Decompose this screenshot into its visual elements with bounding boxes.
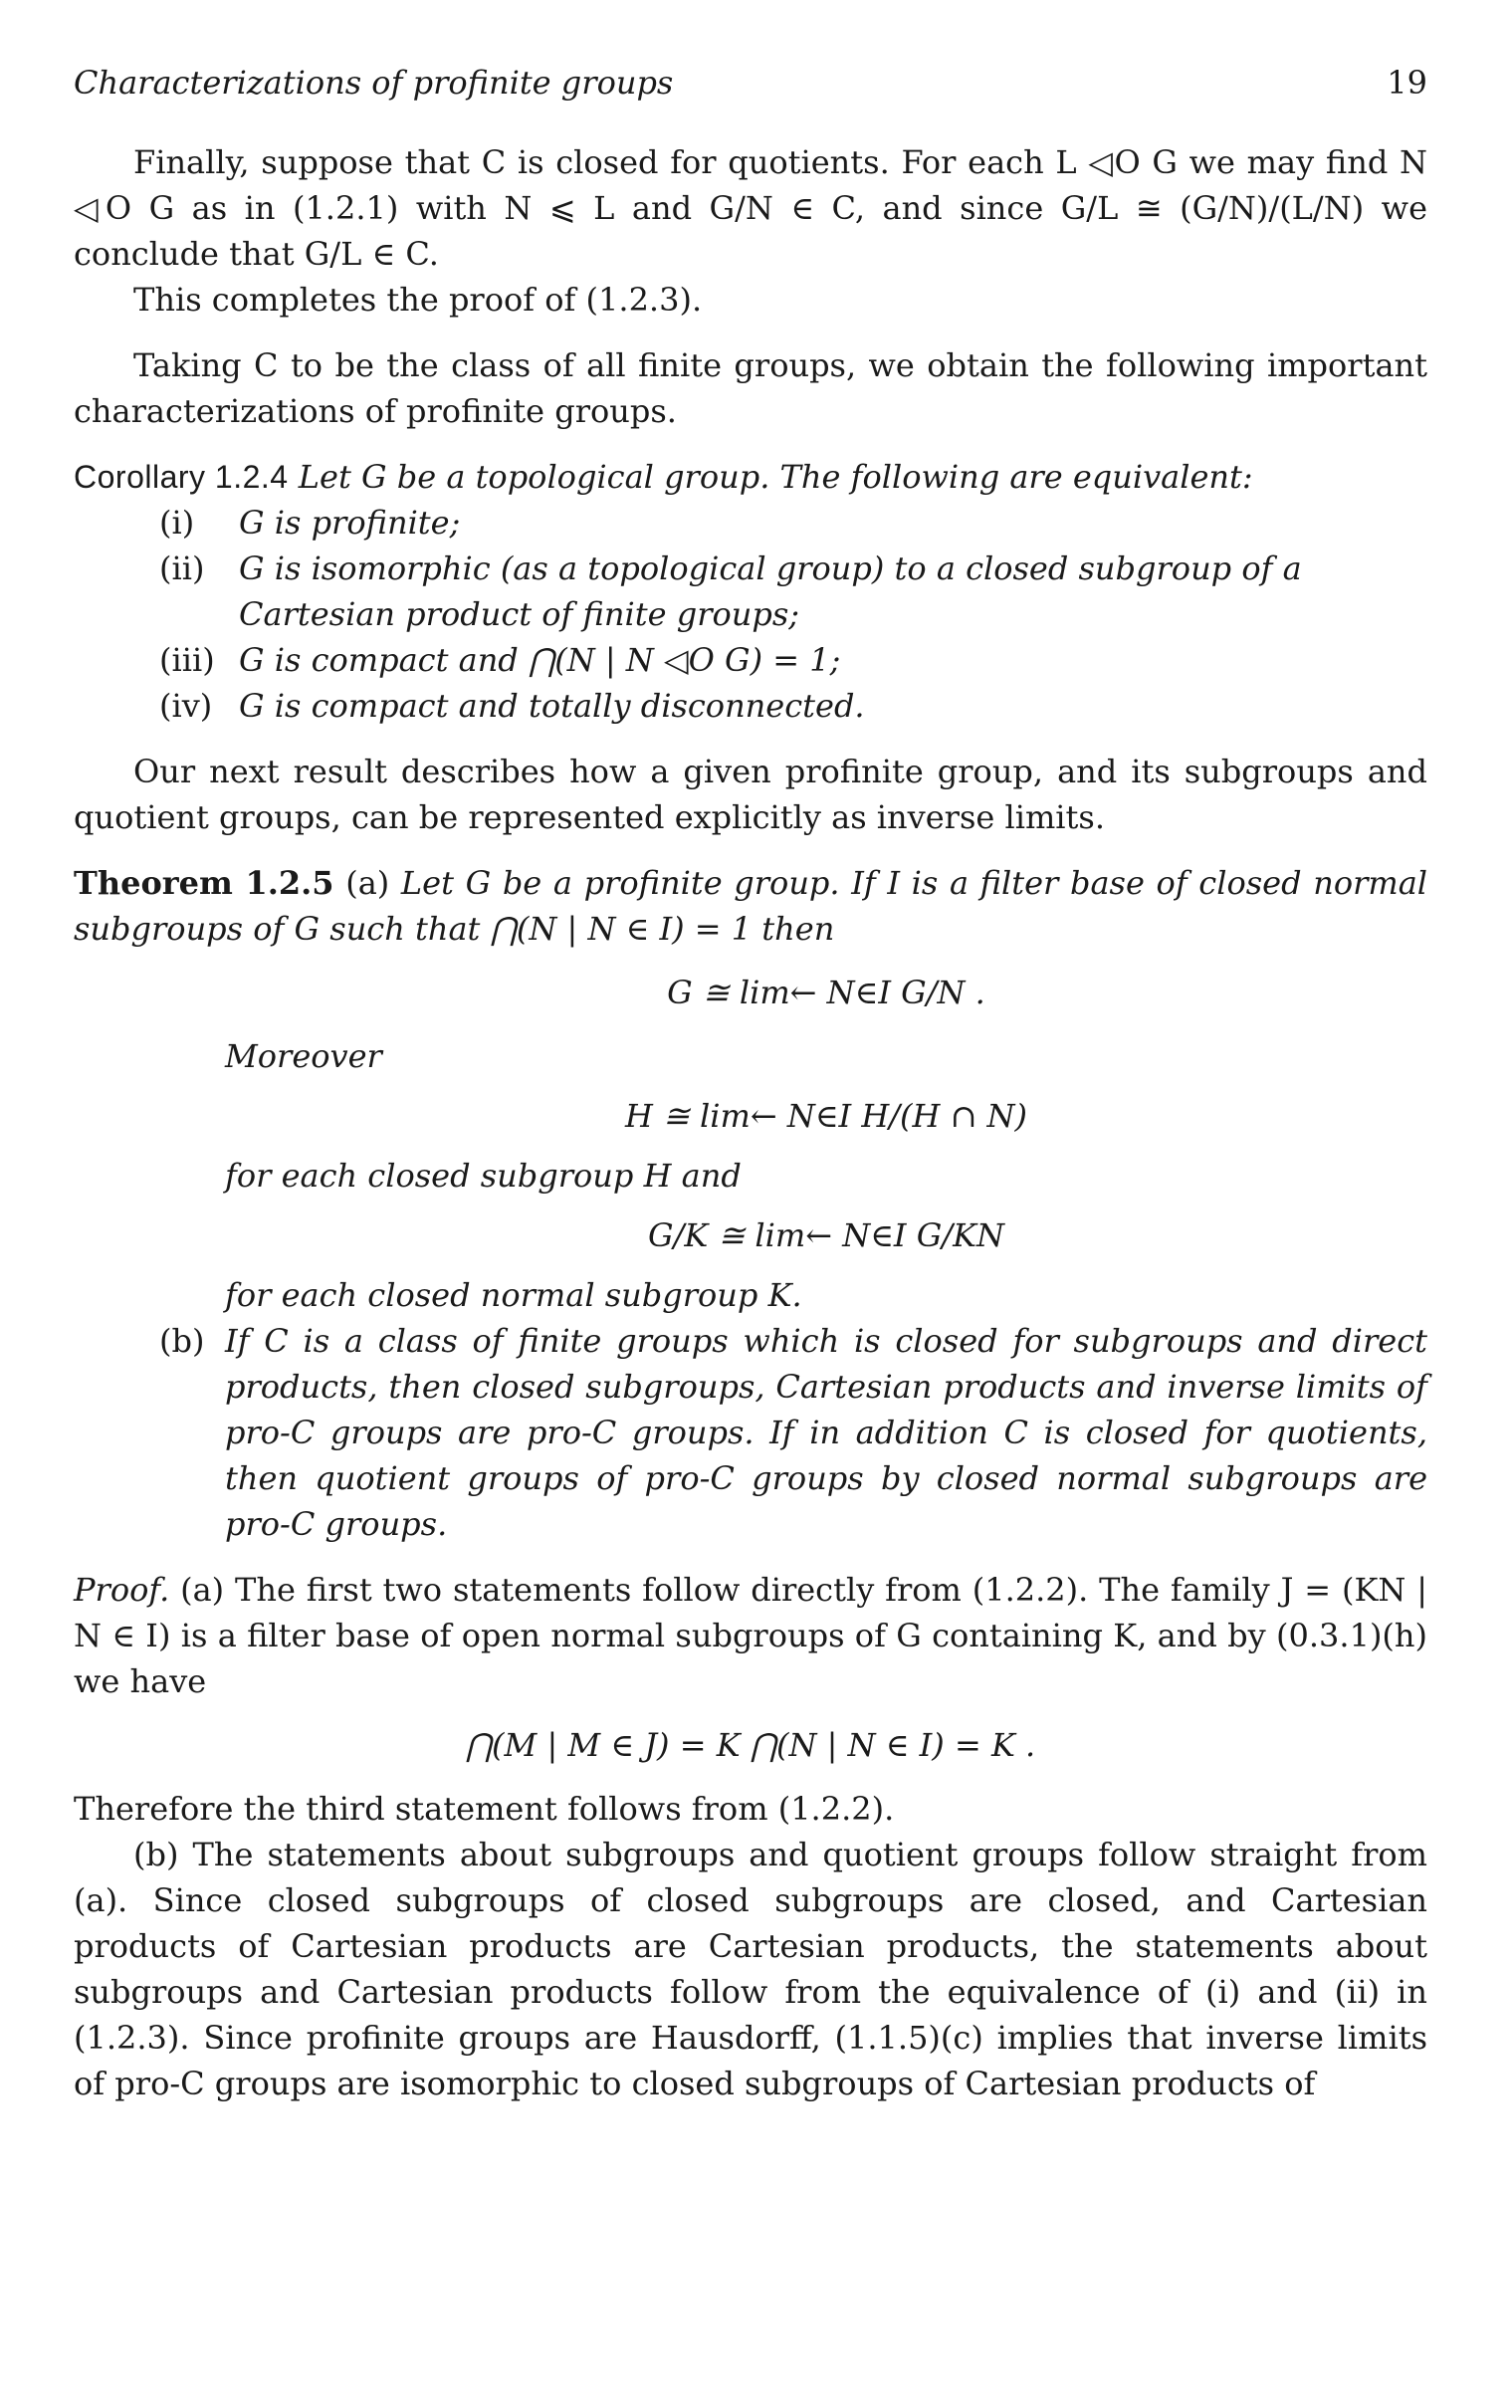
proof-paragraph-b: (b) The statements about subgroups and quotient groups follow straight from (a). Since closed subgroups of closed subgroups are closed, and Cartesian products of Cartesian products are Cartesian products, the statements about subgroups and Cartesian products follow from the equivalence of (i) and (ii) in (1.2.3). Since profinite groups are Hausdorff, (1.1.5)(c) implies that inverse limits of pro-C groups are isomorphic to closed subgroups of Cartesian products of [74,1836,1427,2102]
moreover-label: Moreover [225,1037,382,1075]
item-label: (ii) [159,549,205,587]
proof-label: Proof. [74,1571,170,1609]
item-text: G is isomorphic (as a topological group) to a closed subgroup of a Cartesian product of finite groups; [239,549,1302,633]
theorem-first-line [74,860,1427,952]
running-title: Characterizations of profinite groups [74,64,674,102]
theorem-part-a-label: (a) [345,864,390,902]
proof-text-a: (a) The first two statements follow directly from (1.2.2). The family J = (KN | N ∈ I) is a filter base of open normal subgroups of G containing K, and by (0.3.1)(h) we have [74,1571,1428,1700]
corollary-statement: Let G be a topological group. The following are equivalent: [298,458,1253,496]
theorem-heading: Theorem 1.2.5 [74,864,334,902]
display-equation-3: G/K ≅ lim← N∈I G/KN [648,1216,1004,1254]
display-equation-2: H ≅ lim← N∈I H/(H ∩ N) [624,1097,1028,1135]
paragraph-completes-proof: This completes the proof of (1.2.3). [133,281,703,319]
theorem-part-a-text: Let G be a profinite group. If I is a filter base of closed normal subgroups of G such that ⋂(N | N ∈ I) = 1 then [74,864,1428,948]
running-header [74,60,1427,106]
proof-paragraph-third: Therefore the third statement follows from (1.2.2). [74,1790,895,1828]
page-number: 19 [1387,64,1427,102]
theorem-block [74,860,1427,1547]
proof-display-equation: ⋂(M | M ∈ J) = K ⋂(N | N ∈ I) = K . [465,1726,1036,1764]
paragraph-finally: Finally, suppose that C is closed for quotients. For each L ◁O G we may find N ◁O G as in (1.2.1) with N ⩽ L and G/N ∈ C, and since G/L ≅ (G/N)/(L/N) we conclude that G/L ∈ C. [74,143,1427,273]
corollary-block [74,454,1427,729]
corollary-item [74,500,1427,546]
theorem-part-b-label: (b) [159,1322,205,1360]
display-equation-1: G ≅ lim← N∈I G/N . [667,974,985,1011]
page [74,60,1427,2106]
paragraph-next-result: Our next result describes how a given profinite group, and its subgroups and quotient groups, can be represented explicitly as inverse limits. [74,753,1427,836]
item-label: (iii) [159,641,215,679]
item-text: G is compact and totally disconnected. [239,687,865,725]
closed-normal-subgroup-text: for each closed normal subgroup K. [225,1276,802,1314]
corollary-items [74,500,1427,729]
theorem-part-b-text: If C is a class of finite groups which is closed for subgroups and direct products, then closed subgroups, Cartesian products and inverse limits of pro-C groups are pro-C groups. If in addition C is closed for quotients, then quotient groups of pro-C groups by closed normal subgroups are pro-C groups. [225,1322,1427,1543]
theorem-part-b [74,1318,1427,1547]
corollary-item [74,546,1427,637]
proof-block [74,1567,1427,2106]
corollary-heading: Corollary 1.2.4 [74,459,289,495]
item-text: G is compact and ⋂(N | N ◁O G) = 1; [239,641,841,679]
proof-paragraph-a [74,1567,1427,1704]
paragraph-taking-c: Taking C to be the class of all finite groups, we obtain the following important characterizations of profinite groups. [74,346,1427,430]
item-label: (iv) [159,687,213,725]
corollary-item [74,683,1427,729]
theorem-body [74,970,1427,1318]
corollary-statement-line [74,454,1427,500]
corollary-item [74,637,1427,683]
item-label: (i) [159,504,195,542]
closed-subgroup-text: for each closed subgroup H and [225,1157,742,1195]
item-text: G is profinite; [239,504,461,542]
